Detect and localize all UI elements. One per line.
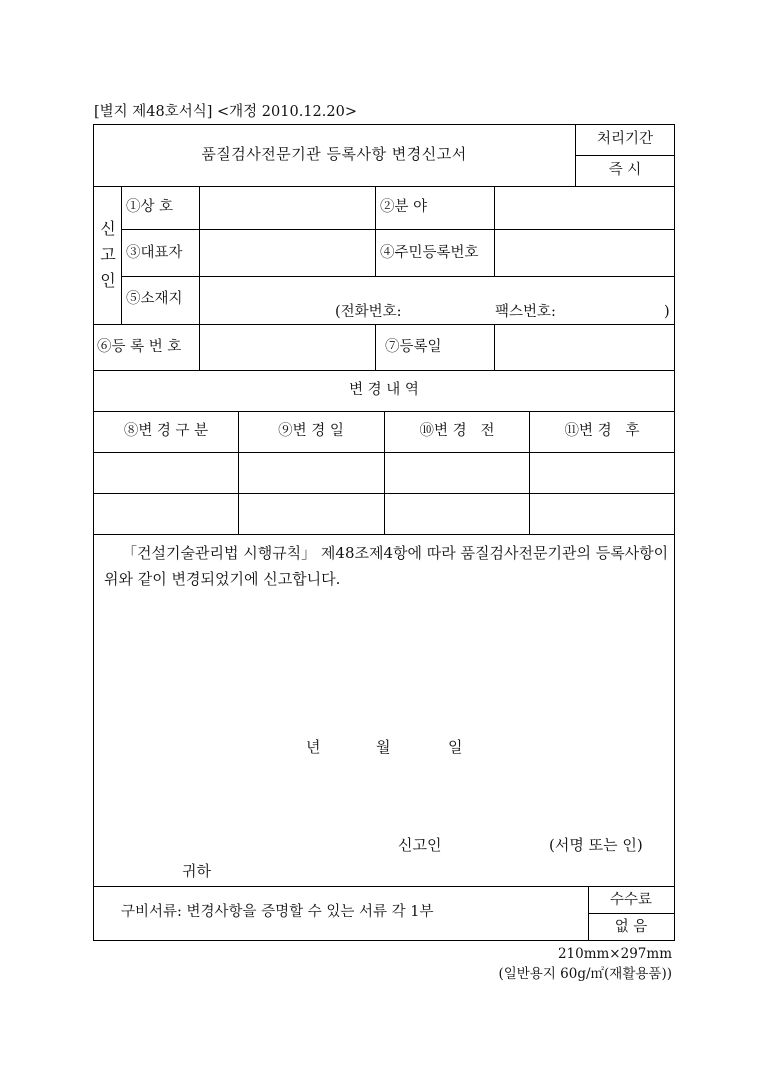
- applicant-section-label: [98, 216, 118, 294]
- field-area-field[interactable]: [496, 188, 673, 227]
- address-field[interactable]: [201, 278, 673, 304]
- applicant-label-char: 인: [100, 271, 116, 290]
- registration-date-label: ⑦등록일: [385, 339, 442, 355]
- resident-number-field[interactable]: [496, 231, 673, 274]
- declaration-statement: 「건설기술관리법 시행규칙」 제48조제4항에 따라 품질검사전문기관의 등록사항이 위와 같이 변경되었기에 신고합니다.: [104, 544, 669, 588]
- paper-type: (일반용지 60g/㎡(재활용품)): [498, 966, 672, 982]
- date-month: 월: [376, 738, 391, 756]
- form-number-header: [별지 제48호서식] <개정 2010.12.20>: [94, 104, 357, 120]
- phone-label: (전화번호:: [335, 304, 402, 320]
- resident-number-label: ④주민등록번호: [380, 245, 479, 261]
- registration-date-field[interactable]: [496, 326, 673, 368]
- applicant-signature-label: 신고인: [398, 836, 442, 854]
- before-change-header: ⑩변 경 전: [419, 423, 495, 439]
- field-area-label: ②분 야: [380, 199, 428, 215]
- change-type-header: ⑧변 경 구 분: [123, 423, 209, 439]
- paper-size: 210mm×297mm: [557, 946, 672, 962]
- applicant-label-char: 고: [100, 245, 116, 264]
- phone-fax-close: ): [664, 304, 670, 320]
- after-change-cell[interactable]: [531, 495, 673, 532]
- address-label: ⑤소재지: [126, 291, 183, 307]
- change-date-header: ⑨변 경 일: [278, 423, 344, 439]
- change-date-cell[interactable]: [240, 495, 382, 532]
- signature-or-seal[interactable]: (서명 또는 인): [549, 836, 643, 854]
- change-type-cell[interactable]: [95, 454, 236, 491]
- required-documents: 구비서류: 변경사항을 증명할 수 있는 서류 각 1부: [121, 904, 434, 920]
- applicant-label-char: 신: [100, 219, 116, 238]
- fee-label: 수수료: [609, 892, 653, 908]
- company-name-field[interactable]: [201, 188, 373, 227]
- before-change-cell[interactable]: [386, 495, 527, 532]
- registration-number-field[interactable]: [201, 326, 373, 368]
- processing-period-value: 즉 시: [608, 162, 642, 178]
- fax-label: 팩스번호:: [495, 304, 556, 320]
- change-date-cell[interactable]: [240, 454, 382, 491]
- addressee: 귀하: [182, 862, 211, 880]
- company-name-label: ①상 호: [126, 199, 174, 215]
- representative-label: ③대표자: [126, 245, 183, 261]
- processing-period-label: 처리기간: [596, 131, 654, 147]
- change-type-cell[interactable]: [95, 495, 236, 532]
- date-year: 년: [306, 738, 321, 756]
- representative-field[interactable]: [201, 231, 373, 274]
- registration-number-label: ⑥등 록 번 호: [97, 339, 182, 355]
- after-change-header: ⑪변 경 후: [564, 423, 640, 439]
- date-day: 일: [448, 738, 463, 756]
- form-title: 품질검사전문기관 등록사항 변경신고서: [201, 145, 467, 163]
- after-change-cell[interactable]: [531, 454, 673, 491]
- fee-value: 없 음: [614, 919, 648, 935]
- change-history-title: 변 경 내 역: [349, 382, 419, 398]
- before-change-cell[interactable]: [386, 454, 527, 491]
